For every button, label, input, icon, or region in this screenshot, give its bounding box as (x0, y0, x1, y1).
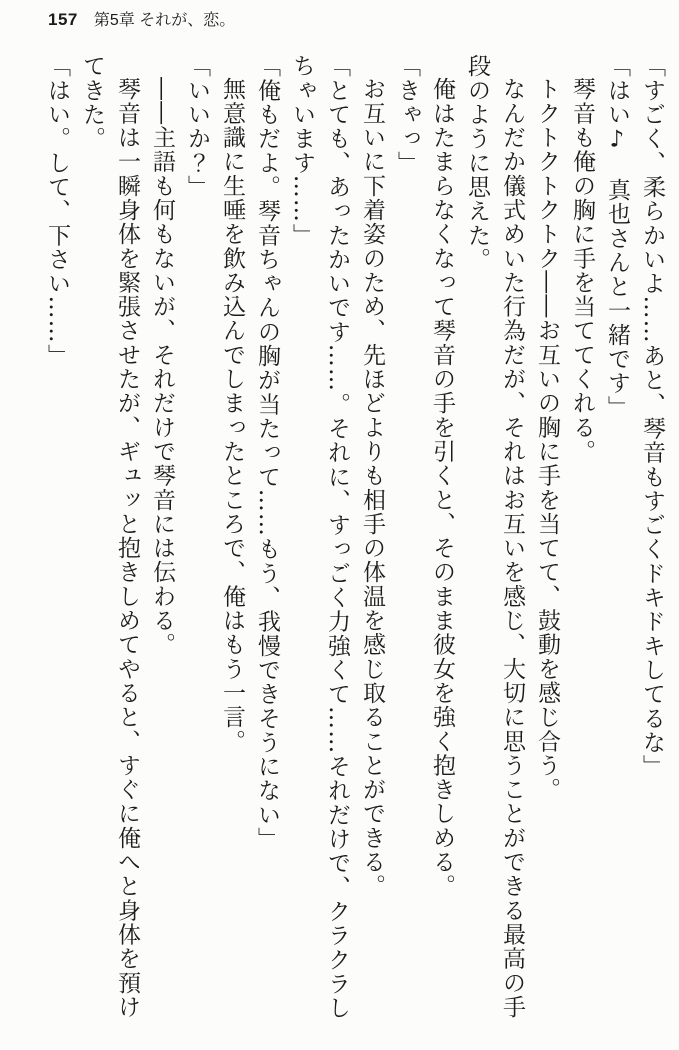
paragraph-7: 「きゃっ」 (394, 54, 420, 175)
paragraph-14: 琴音は一瞬身体を緊張させたが、ギュッと抱きしめてやると、すぐに俺へと身体を預けてきた。 (79, 54, 140, 1019)
paragraph-1: 「すごく、柔らかいよ……あと、琴音もすごくドキドキしてるな」 (639, 54, 665, 779)
paragraph-11: 無意識に生唾を飲み込んでしまったところで、俺はもう一言。 (219, 77, 245, 754)
chapter-title: 第5章 それが、恋。 (93, 12, 236, 29)
paragraph-6: 俺はたまらなくなって琴音の手を引くと、そのまま彼女を強く抱きしめる。 (429, 77, 455, 899)
page-header (48, 7, 235, 30)
paragraph-9: 「とても、あったかいです……。それに、すっごく力強くて……それだけで、クラクラしちゃいます……」 (289, 54, 350, 1020)
paragraph-4: トクトクトクトク――お互いの胸に手を当てて、鼓動を感じ合う。 (534, 77, 560, 802)
novel-text-body (39, 54, 669, 1029)
paragraph-3: 琴音も俺の胸に手を当ててくれる。 (569, 77, 595, 464)
paragraph-2: 「はい♪ 真也さんと一緒です」 (604, 54, 630, 420)
paragraph-13: ――主語も何もないが、それだけで琴音には伝わる。 (149, 77, 175, 657)
paragraph-8: お互いに下着姿のため、先ほどよりも相手の体温を感じ取ることができる。 (359, 77, 385, 899)
paragraph-5: なんだか儀式めいた行為だが、それはお互いを感じ、大切に思うことができる最高の手段のように思えた。 (464, 54, 525, 1019)
paragraph-10: 「俺もだよ。琴音ちゃんの胸が当たって……もう、我慢できそうにない」 (254, 54, 280, 851)
paragraph-15: 「はい。して、下さい……」 (44, 54, 70, 368)
paragraph-12: 「いいか？」 (184, 54, 210, 199)
page-number: 157 (48, 10, 78, 29)
